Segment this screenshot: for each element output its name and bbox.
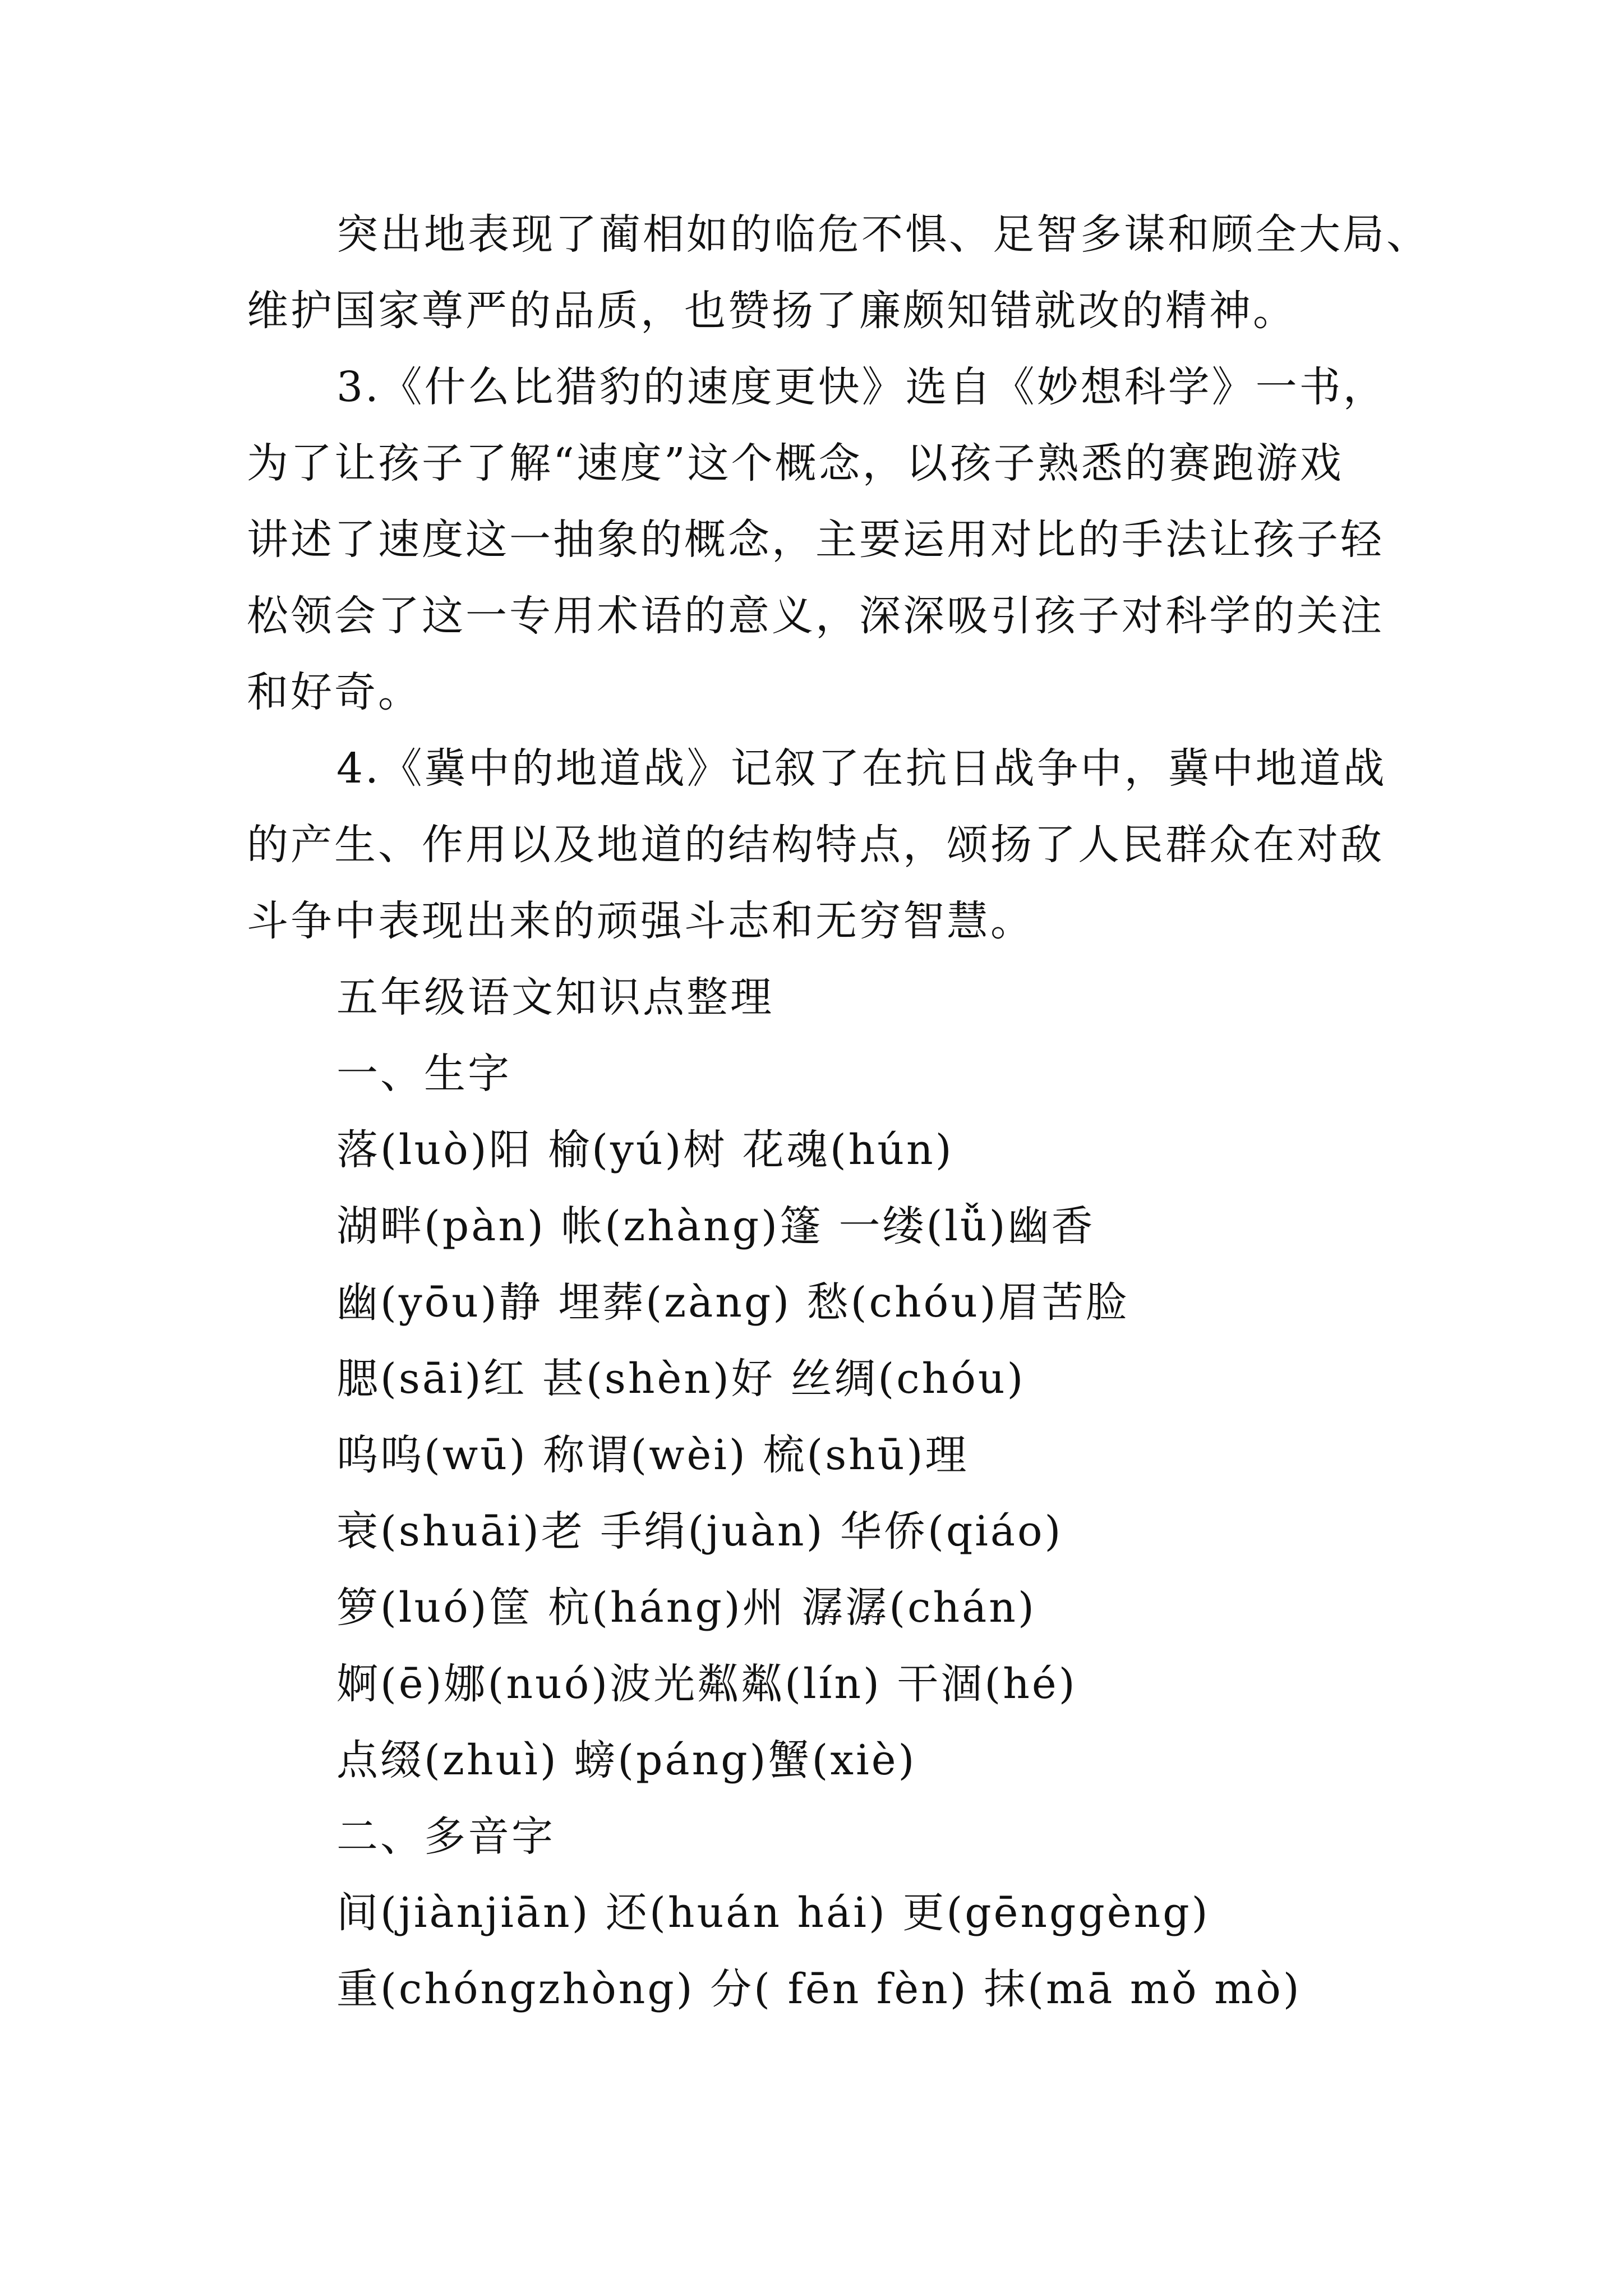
subsection-heading: 一、生字	[336, 1050, 511, 1098]
item3-line: 3.《什么比猎豹的速度更快》选自《妙想科学》一书，	[336, 363, 1387, 411]
vocab-line: 婀(ē)娜(nuó)波光粼粼(lín) 干涸(hé)	[336, 1660, 1077, 1708]
vocab-line: 点缀(zhuì) 螃(páng)蟹(xiè)	[336, 1736, 917, 1784]
item3-line: 为了让孩子了解“速度”这个概念，以孩子熟悉的赛跑游戏	[247, 439, 1344, 487]
item3-line: 讲述了速度这一抽象的概念，主要运用对比的手法让孩子轻	[247, 516, 1384, 564]
vocab-line: 呜呜(wū) 称谓(wèi) 梳(shū)理	[336, 1431, 969, 1479]
item4-line: 的产生、作用以及地道的结构特点，颂扬了人民群众在对敌	[247, 821, 1384, 869]
item3-line: 和好奇。	[247, 668, 422, 716]
vocab-line: 衰(shuāi)老 手绢(juàn) 华侨(qiáo)	[336, 1507, 1063, 1556]
paragraph-line: 突出地表现了蔺相如的临危不惧、足智多谋和顾全大局、	[336, 210, 1430, 259]
item3-line: 松领会了这一专用术语的意义，深深吸引孩子对科学的关注	[247, 592, 1384, 640]
section-title: 五年级语文知识点整理	[336, 973, 774, 1022]
vocab-line: 幽(yōu)静 埋葬(zàng) 愁(chóu)眉苦脸	[336, 1278, 1129, 1327]
vocab-line: 湖畔(pàn) 帐(zhàng)篷 一缕(lǚ)幽香	[336, 1202, 1095, 1250]
subsection-heading: 二、多音字	[336, 1812, 555, 1861]
vocab-line: 腮(sāi)红 甚(shèn)好 丝绸(chóu)	[336, 1355, 1026, 1403]
item4-line: 斗争中表现出来的顽强斗志和无穷智慧。	[247, 897, 1034, 945]
vocab-line: 箩(luó)筐 杭(háng)州 潺潺(chán)	[336, 1584, 1036, 1632]
polyphone-line: 间(jiànjiān) 还(huán hái) 更(gēnggèng)	[336, 1889, 1210, 1937]
paragraph-line: 维护国家尊严的品质，也赞扬了廉颇知错就改的精神。	[247, 287, 1297, 335]
polyphone-line: 重(chóngzhòng) 分( fēn fèn) 抹(mā mǒ mò)	[336, 1965, 1302, 2013]
vocab-line: 落(luò)阳 榆(yú)树 花魂(hún)	[336, 1126, 954, 1174]
item4-line: 4.《冀中的地道战》记叙了在抗日战争中，冀中地道战	[336, 744, 1387, 793]
